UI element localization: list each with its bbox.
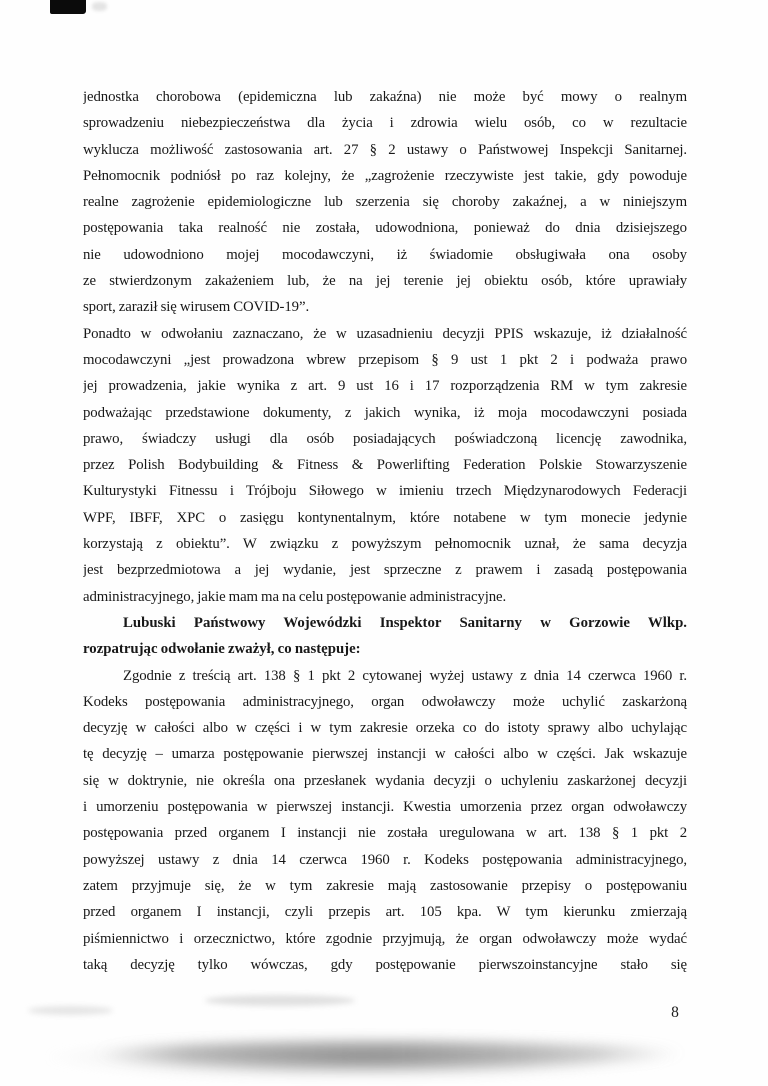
page-number: 8 [671, 1004, 679, 1021]
text-line: podważając przedstawione dokumenty, z jakich wynika, iż moja mocodawczyni posiada [83, 404, 687, 421]
text-line: sport, zaraził się wirusem COVID-19”. [83, 299, 310, 316]
text-line: przed organem I instancji, czyli przepis art. 105 kpa. W tym kierunku zmierzają [83, 904, 687, 921]
scan-artifact-top-left-faint [92, 2, 107, 11]
text-line: piśmiennictwo i orzecznictwo, które zgodnie przyjmują, że organ odwoławczy może wydać [83, 930, 687, 947]
text-line: prawo, świadczy usługi dla osób posiadających poświadczoną licencję zawodnika, [83, 430, 687, 447]
scan-artifact-top-left [50, 0, 86, 14]
text-line: tę decyzję – umarza postępowanie pierwszej instancji w całości albo w części. Jak wskazuje [83, 746, 687, 763]
text-line: Zgodnie z treścią art. 138 § 1 pkt 2 cytowanej wyżej ustawy z dnia 14 czerwca 1960 r. [123, 667, 687, 684]
text-line: postępowania taka realność nie została, udowodniona, ponieważ do dnia dzisiejszego [83, 220, 687, 237]
text-block [83, 84, 687, 978]
text-line: korzystają z obiektu”. W związku z powyższym pełnomocnik uznał, że sama decyzja [83, 536, 687, 553]
text-line: Ponadto w odwołaniu zaznaczano, że w uzasadnieniu decyzji PPIS wskazuje, iż działalność [83, 325, 687, 342]
text-line: sprowadzeniu niebezpieczeństwa dla życia i zdrowia wielu osób, co w rezultacie [83, 115, 687, 132]
text-line: administracyjnego, jakie mam ma na celu postępowanie administracyjne. [83, 588, 507, 605]
text-line: ze stwierdzonym zakażeniem lub, że na jej terenie jej obiektu osób, które uprawiały [83, 273, 687, 290]
text-line: jej prowadzenia, jakie wynika z art. 9 ust 16 i 17 rozporządzenia RM w tym zakresie [83, 378, 687, 395]
scan-smudge-left-of-page-number [205, 995, 355, 1006]
text-line: i umorzeniu postępowania w pierwszej instancji. Kwestia umorzenia przez organ odwoławczy [83, 799, 687, 816]
text-line: jest bezprzedmiotowa a jej wydanie, jest sprzeczne z prawem i zasadą postępowania [83, 562, 687, 579]
text-line: decyzję w całości albo w części i w tym zakresie orzeka co do istoty sprawy albo uchylając [83, 720, 687, 737]
scan-smudge-bottom-left [28, 1006, 113, 1015]
heading-line: rozpatrując odwołanie zważył, co następuje: [83, 641, 361, 658]
text-line: Pełnomocnik podniósł po raz kolejny, że „zagrożenie rzeczywiste jest takie, gdy powoduje [83, 167, 687, 184]
text-line: mocodawczyni „jest prowadzona wbrew przepisom § 9 ust 1 pkt 2 i podważa prawo [83, 351, 687, 368]
text-line: się w doktrynie, nie określa ona przesłanek wydania decyzji o uchyleniu zaskarżonej decyzji [83, 772, 687, 789]
text-line: postępowania przed organem I instancji nie została uregulowana w art. 138 § 1 pkt 2 [83, 825, 687, 842]
heading-line: Lubuski Państwowy Wojewódzki Inspektor Sanitarny w Gorzowie Wlkp. [123, 614, 687, 631]
text-line: realne zagrożenie epidemiologiczne lub szerzenia się choroby zakaźnej, a w niniejszym [83, 194, 687, 211]
text-line: Kodeks postępowania administracyjnego, organ odwoławczy może uchylić zaskarżoną [83, 693, 687, 710]
text-line: powyższej ustawy z dnia 14 czerwca 1960 r. Kodeks postępowania administracyjnego, [83, 851, 687, 868]
text-line: WPF, IBFF, XPC o zasięgu kontynentalnym, które notabene w tym monecie jedynie [83, 509, 687, 526]
text-line: nie udowodniono mojej mocodawczyni, iż świadomie obsługiwała ona osoby [83, 246, 687, 263]
text-line: zatem przyjmuje się, że w tym zakresie mają zastosowanie przepisy o postępowaniu [83, 877, 687, 894]
text-line: przez Polish Bodybuilding & Fitness & Powerlifting Federation Polskie Stowarzyszenie [83, 457, 687, 474]
text-line: taką decyzję tylko wówczas, gdy postępowanie pierwszoinstancyjne stało się [83, 956, 687, 973]
text-line: Kulturystyki Fitnessu i Trójboju Siłowego w imieniu trzech Międzynarodowych Federacji [83, 483, 687, 500]
text-line: jednostka chorobowa (epidemiczna lub zakaźna) nie może być mowy o realnym [83, 89, 687, 105]
text-line: wyklucza możliwość zastosowania art. 27 § 2 ustawy o Państwowej Inspekcji Sanitarnej. [83, 141, 687, 158]
scan-artifact-bottom-shadow-inner [95, 1042, 685, 1064]
